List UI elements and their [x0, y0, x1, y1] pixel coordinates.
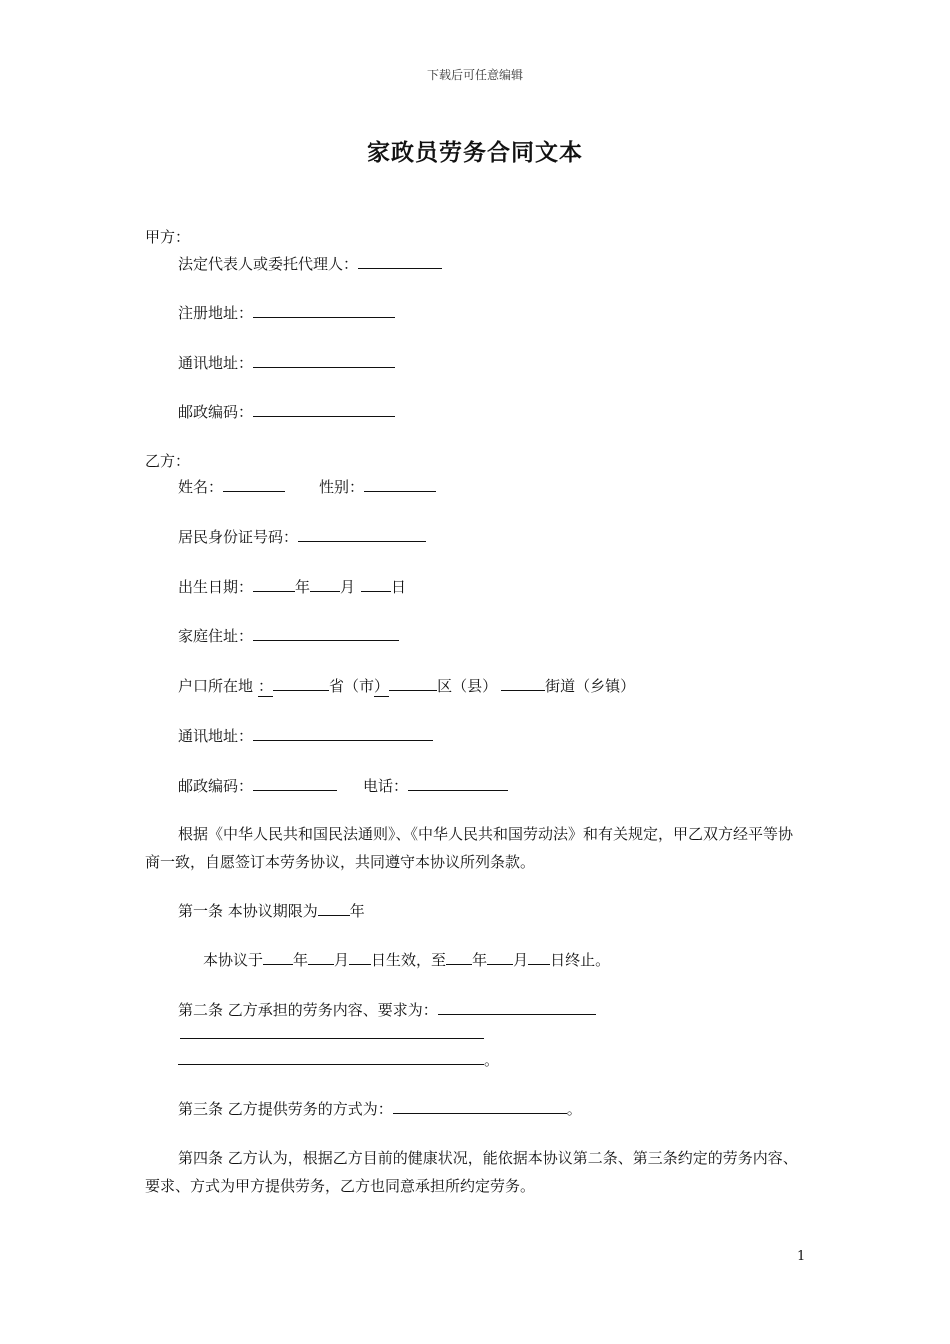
end-day-unit: 日终止。 — [550, 951, 611, 969]
start-month-blank[interactable] — [308, 949, 334, 965]
party-b-birth-row — [178, 576, 406, 597]
party-b-mail-addr-row — [178, 725, 433, 746]
effect-prefix: 本协议于 — [203, 951, 264, 969]
article-2-text: 第二条 乙方承担的劳务内容、要求为： — [178, 1001, 438, 1019]
birth-day-unit: 日 — [391, 578, 407, 596]
party-a-rep-blank[interactable] — [358, 253, 442, 269]
party-b-birth-label: 出生日期： — [178, 578, 254, 596]
article-3-blank[interactable] — [393, 1098, 567, 1114]
end-year-unit: 年 — [472, 951, 488, 969]
article-2-blank-3[interactable] — [178, 1049, 484, 1065]
party-a-mail-addr-row — [178, 352, 395, 373]
hukou-district-blank[interactable] — [389, 675, 437, 691]
party-a-label: 甲方： — [145, 228, 191, 246]
party-a-rep-row — [178, 253, 442, 274]
party-a-postcode-blank[interactable] — [253, 401, 395, 417]
start-year-unit: 年 — [293, 951, 309, 969]
party-a-rep-label: 法定代表人或委托代理人： — [178, 255, 359, 273]
party-b-home-addr-label: 家庭住址： — [178, 627, 254, 645]
hukou-province-blank[interactable] — [273, 675, 329, 691]
party-a-reg-addr-blank[interactable] — [253, 302, 395, 318]
party-b-phone-blank[interactable] — [408, 775, 508, 791]
party-b-name-blank[interactable] — [223, 476, 285, 492]
birth-day-blank[interactable] — [361, 576, 391, 592]
hukou-street-blank[interactable] — [501, 675, 545, 691]
party-b-postcode-blank[interactable] — [253, 775, 337, 791]
party-a-postcode-label: 邮政编码： — [178, 403, 254, 421]
article-3-text: 第三条 乙方提供劳务的方式为： — [178, 1100, 393, 1118]
party-b-postcode-row — [178, 775, 508, 796]
hukou-colon: ： — [258, 677, 274, 695]
party-b-mail-addr-blank[interactable] — [253, 725, 433, 741]
article-2-row — [178, 999, 596, 1020]
party-b-label: 乙方： — [145, 452, 191, 470]
article-1-row — [178, 900, 365, 921]
article-1-text: 第一条 本协议期限为 — [178, 902, 318, 920]
party-a-reg-addr-row — [178, 302, 395, 323]
article-4-paragraph: 第四条 乙方认为，根据乙方目前的健康状况，能依据本协议第二条、第三条约定的劳务内容、要求、方式为甲方提供劳务，乙方也同意承担所约定劳务。 — [145, 1149, 798, 1195]
party-a-mail-addr-label: 通讯地址： — [178, 354, 254, 372]
hukou-province-unit: 省（市 — [329, 677, 375, 695]
party-b-postcode-label: 邮政编码： — [178, 777, 254, 795]
article-2-blank-1[interactable] — [438, 999, 596, 1015]
page-number: 1 — [797, 1249, 806, 1264]
party-a-reg-addr-label: 注册地址： — [178, 304, 254, 322]
birth-month-blank[interactable] — [310, 576, 340, 592]
term-years-blank[interactable] — [318, 900, 350, 916]
end-month-unit: 月 — [513, 951, 529, 969]
article-2-line-2 — [180, 1023, 484, 1044]
party-b-phone-label: 电话： — [363, 777, 409, 795]
end-day-blank[interactable] — [528, 949, 550, 965]
party-b-gender-label: 性别： — [319, 478, 365, 496]
party-b-name-row — [178, 476, 436, 497]
birth-year-blank[interactable] — [253, 576, 295, 592]
start-year-blank[interactable] — [263, 949, 293, 965]
start-month-unit: 月 — [334, 951, 350, 969]
party-b-name-label: 姓名： — [178, 478, 224, 496]
party-b-hukou-label: 户口所在地 — [178, 677, 254, 695]
start-day-blank[interactable] — [349, 949, 371, 965]
party-b-id-row — [178, 526, 426, 547]
hukou-paren-close: ） — [374, 677, 390, 695]
party-b-id-label: 居民身份证号码： — [178, 528, 299, 546]
party-a-mail-addr-blank[interactable] — [253, 352, 395, 368]
end-year-blank[interactable] — [446, 949, 472, 965]
article-1-effect-row — [203, 949, 610, 970]
article-2-end: 。 — [484, 1051, 500, 1069]
party-b-mail-addr-label: 通讯地址： — [178, 727, 254, 745]
party-b-home-addr-row — [178, 625, 399, 646]
party-a-postcode-row — [178, 401, 395, 422]
intro-paragraph: 根据《中华人民共和国民法通则》、《中华人民共和国劳动法》和有关规定，甲乙双方经平等协商一致，自愿签订本劳务协议，共同遵守本协议所列条款。 — [145, 825, 794, 871]
hukou-street-unit: 街道（乡镇） — [545, 677, 636, 695]
party-b-id-blank[interactable] — [298, 526, 426, 542]
article-2-line-3 — [178, 1049, 499, 1070]
party-b-gender-blank[interactable] — [364, 476, 436, 492]
article-3-row — [178, 1098, 582, 1119]
end-month-blank[interactable] — [487, 949, 513, 965]
article-2-blank-2[interactable] — [180, 1023, 484, 1039]
document-title: 家政员劳务合同文本 — [367, 139, 583, 166]
party-b-hukou-row — [178, 675, 635, 697]
birth-year-unit: 年 — [295, 578, 311, 596]
term-years-unit: 年 — [349, 902, 365, 920]
party-b-home-addr-blank[interactable] — [253, 625, 399, 641]
article-3-end: 。 — [566, 1100, 582, 1118]
hukou-district-unit: 区（县） — [437, 677, 498, 695]
header-note: 下载后可任意编辑 — [426, 68, 523, 82]
start-day-unit: 日生效，至 — [371, 951, 447, 969]
birth-month-unit: 月 — [340, 578, 356, 596]
